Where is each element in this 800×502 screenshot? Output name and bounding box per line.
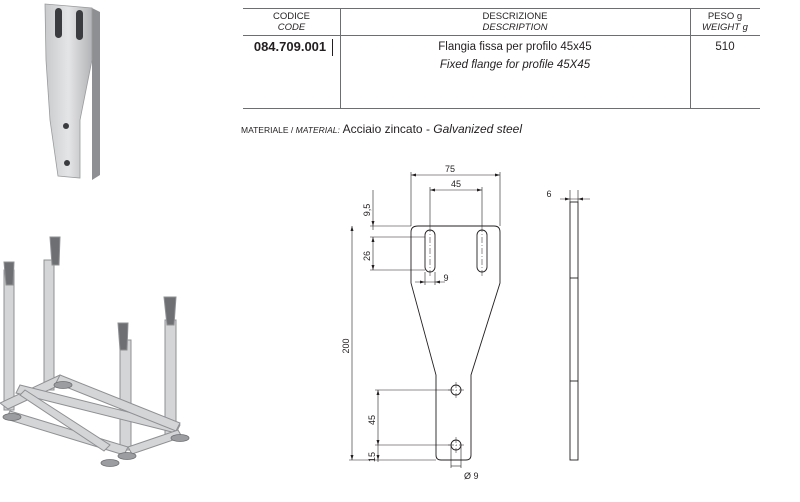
technical-drawing — [330, 150, 610, 495]
code-header-en: CODE — [277, 22, 306, 33]
dim-overall-width: 75 — [444, 164, 456, 174]
description-header-it: DESCRIZIONE — [482, 11, 548, 22]
material-value-en: Galvanized steel — [433, 122, 522, 136]
description-header — [340, 11, 690, 33]
code-header — [243, 11, 340, 33]
weight-header — [690, 11, 760, 33]
dim-bottom-margin: 15 — [367, 451, 377, 463]
material-label-en: MATERIAL: — [295, 125, 340, 135]
code-header-it: CODICE — [273, 11, 310, 22]
dim-lower-hole-spacing: 45 — [367, 414, 377, 426]
product-code: 084.709.001 — [253, 39, 327, 54]
weight-value: 510 — [715, 41, 735, 53]
material-line: MATERIALE / MATERIAL: Acciaio zincato - Galvanized steel — [241, 122, 522, 136]
dim-slot-width: 9 — [443, 273, 449, 283]
dim-total-height: 200 — [341, 338, 351, 354]
spec-table — [243, 8, 760, 109]
dim-hole-spacing: 45 — [450, 179, 462, 189]
material-label-it: MATERIALE — [241, 125, 289, 135]
flange-photo — [0, 0, 120, 200]
weight-header-it: PESO g — [707, 11, 743, 22]
dim-slot-length: 26 — [362, 250, 372, 262]
dim-hole-diameter: Ø 9 — [464, 471, 479, 481]
material-value-it: Acciaio zincato — [342, 122, 423, 136]
frame-assembly-photo — [0, 225, 200, 495]
weight-header-en: WEIGHT g — [702, 22, 748, 33]
side-view — [570, 202, 578, 460]
description-en: Fixed flange for profile 45X45 — [439, 59, 591, 71]
description-it: Flangia fissa per profilo 45x45 — [438, 41, 592, 53]
dim-top-margin: 9,5 — [362, 203, 372, 217]
description-header-en: DESCRIPTION — [482, 22, 548, 33]
text-cursor — [332, 39, 333, 56]
dim-thickness: 6 — [546, 189, 552, 199]
